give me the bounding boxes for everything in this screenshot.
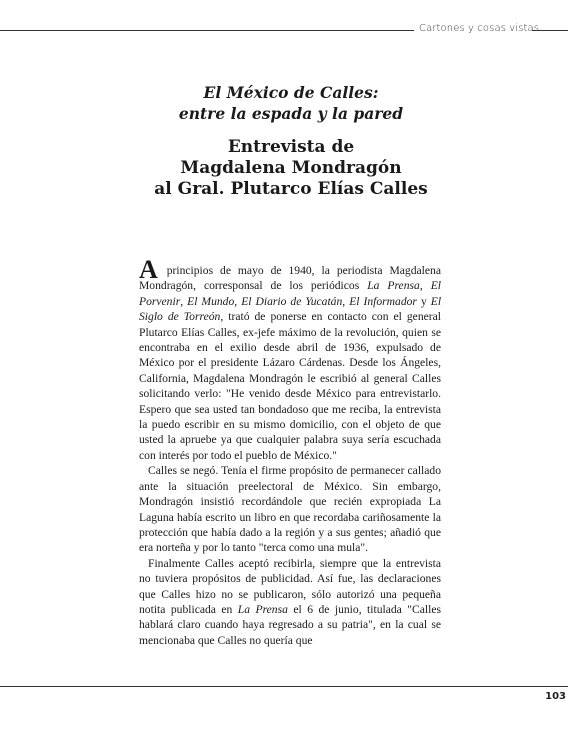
article-body xyxy=(139,255,442,648)
article-subtitle-line-1: Entrevista de xyxy=(227,137,355,157)
drop-cap: A xyxy=(139,255,158,284)
paragraph-3: Finalmente Calles aceptó recibirla, siempre que la entrevista no tuviera propósitos de publicidad. Así fue, las declaraciones que Calles hizo no se publicaron, sólo autorizó una pequeña notita publicada en La Prensa el 6 de junio, titulada "Calles hablará claro cuando haya regresado a su patria", en la cual se mencionaba que Calles no quería que xyxy=(139,556,441,647)
newspaper-name: El Siglo de Torreón xyxy=(139,294,442,324)
article-title-line-1: El México de Calles: xyxy=(203,83,379,102)
newspaper-name: El Informador xyxy=(349,294,417,308)
newspaper-name: El Diario de Yucatán xyxy=(241,294,343,308)
page-number: 103 xyxy=(545,691,566,702)
article-subtitle xyxy=(0,137,582,200)
paragraph-2: Calles se negó. Tenía el firme propósito de permanecer callado ante la situación preelectoral de México. Sin embargo, Mondragón insistió recordándole que recién expropiada La Laguna había escrito un libro en que recordaba cariñosamente la protección que había dado a la región y a sus gentes; añadió que era norteña y por lo tanto "terca como una mula". xyxy=(139,464,441,555)
newspaper-name: El Porvenir xyxy=(139,279,441,308)
newspaper-name: La Prensa xyxy=(237,602,288,616)
running-title: Cartones y cosas vistas xyxy=(419,23,540,34)
newspaper-name: El Mundo xyxy=(187,294,235,308)
header-rule-right xyxy=(532,30,568,31)
article-subtitle-line-3: al Gral. Plutarco Elías Calles xyxy=(154,179,428,199)
article-title-line-2: entre la espada y la pared xyxy=(178,104,404,123)
article-title xyxy=(0,82,582,124)
header-rule-left xyxy=(0,30,414,31)
running-header xyxy=(0,22,582,38)
paragraph-1: A principios de mayo de 1940, la periodista Magdalena Mondragón, corresponsal de los periódicos La Prensa, El Porvenir, El Mundo, El Diario de Yucatán, El Informador y El Siglo de Torreón, trató de ponerse en contacto con el general Plutarco Elías Calles, ex-jefe máximo de la revolución, quien se encontraba en el exilio desde abril de 1936, expulsado de México por el presidente Lázaro Cárdenas. Desde los Ángeles, California, Magdalena Mondragón le escribió al general Calles solicitando verlo: "He venido desde México para entrevistarlo. Espero que sea usted tan bondadoso que me reciba, la entrevista la puedo escribir en su mismo domicilio, con el objeto de que usted la apruebe ya que cualquier palabra suya sería escuchada con interés por todo el pueblo de México." xyxy=(139,255,442,462)
newspaper-name: La Prensa xyxy=(367,279,420,293)
article-subtitle-line-2: Magdalena Mondragón xyxy=(180,158,402,178)
footer-rule xyxy=(0,686,568,687)
title-block xyxy=(0,82,582,200)
